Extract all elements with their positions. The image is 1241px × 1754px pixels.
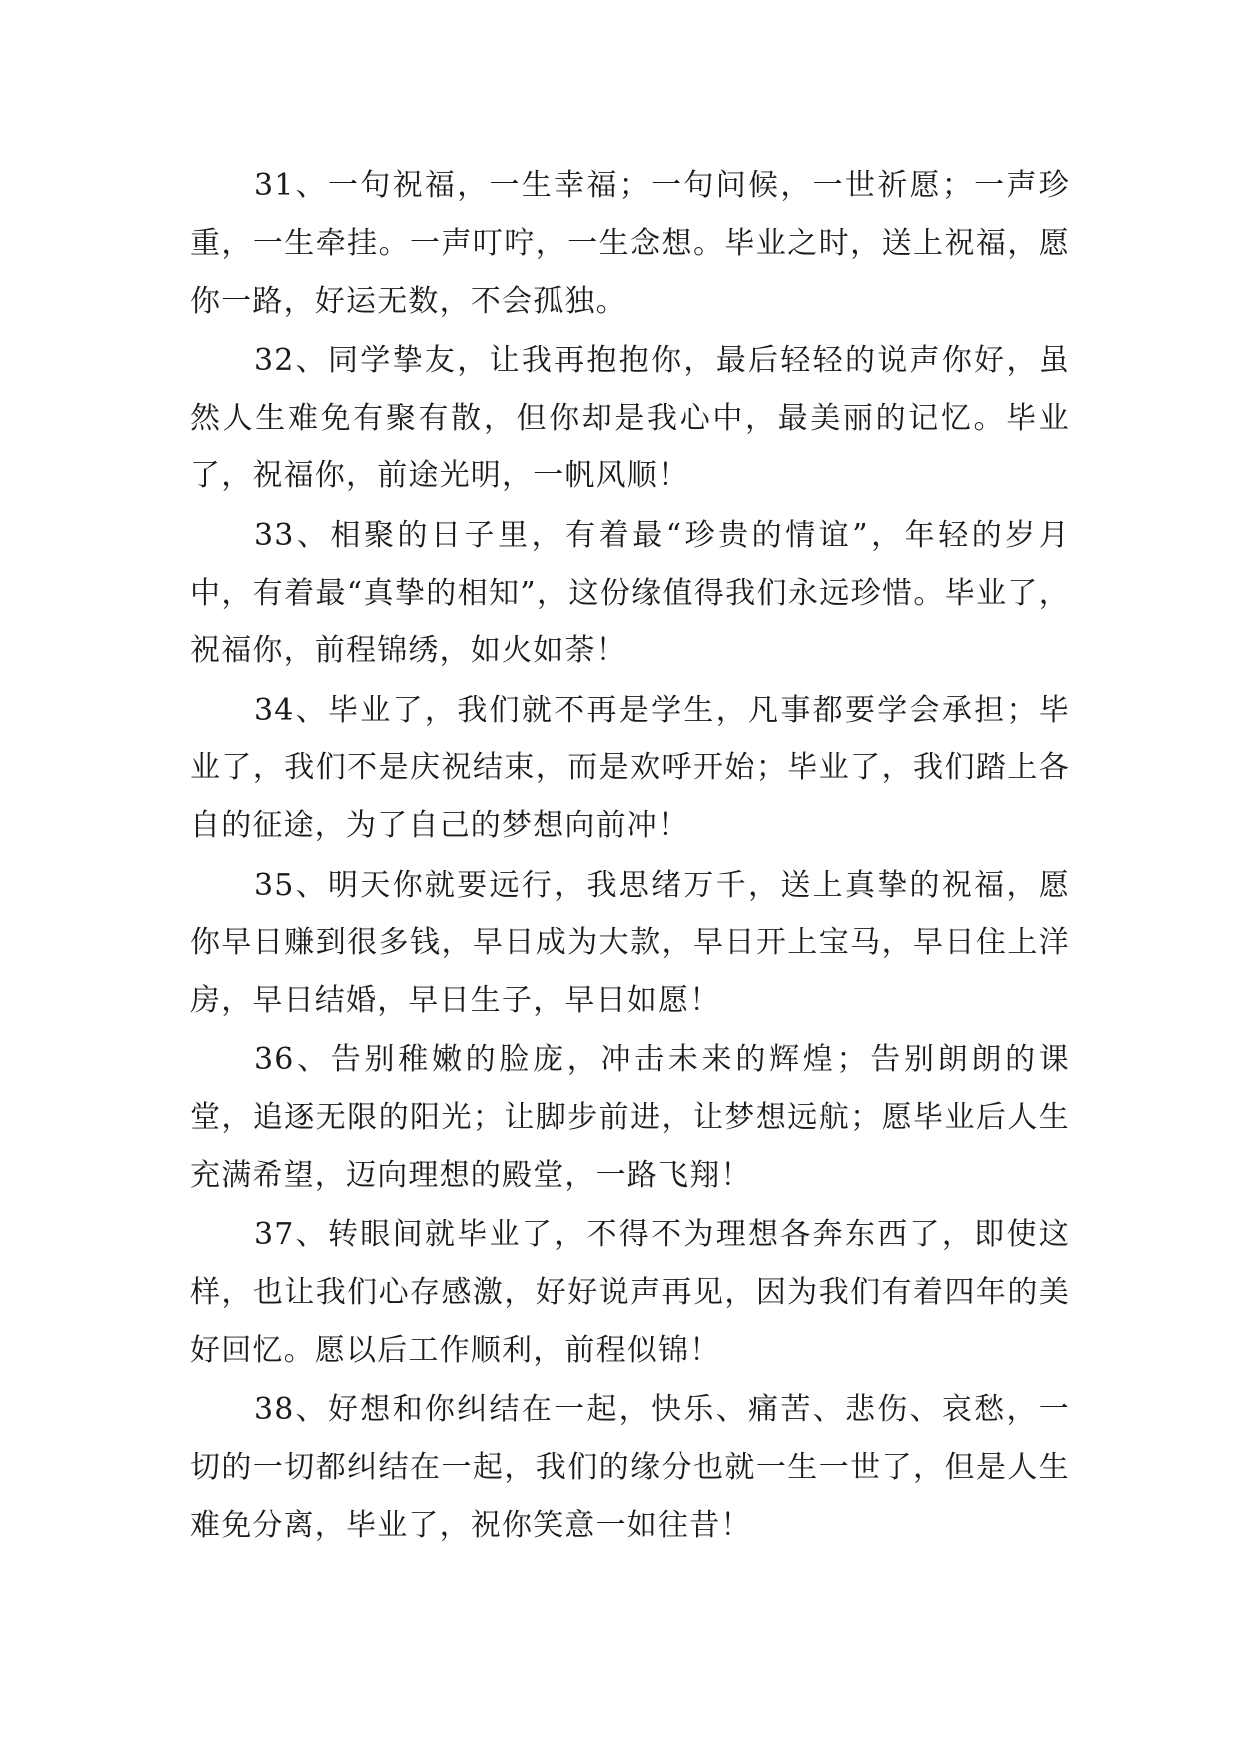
- document-body: [190, 157, 1070, 1556]
- paragraph-31: 31、一句祝福，一生幸福；一句问候，一世祈愿；一声珍重，一生牵挂。一声叮咛，一生念想。毕业之时，送上祝福，愿你一路，好运无数，不会孤独。: [190, 168, 1070, 319]
- paragraph-32: 32、同学挚友，让我再抱抱你，最后轻轻的说声你好，虽然人生难免有聚有散，但你却是我心中，最美丽的记忆。毕业了，祝福你，前途光明，一帆风顺！: [190, 342, 1070, 494]
- paragraph-36: 36、告别稚嫩的脸庞，冲击未来的辉煌；告别朗朗的课堂，追逐无限的阳光；让脚步前进，让梦想远航；愿毕业后人生充满希望，迈向理想的殿堂，一路飞翔！: [190, 1042, 1070, 1194]
- paragraph-34: 34、毕业了，我们就不再是学生，凡事都要学会承担；毕业了，我们不是庆祝结束，而是欢呼开始；毕业了，我们踏上各自的征途，为了自己的梦想向前冲！: [190, 692, 1070, 844]
- paragraph-35: 35、明天你就要远行，我思绪万千，送上真挚的祝福，愿你早日赚到很多钱，早日成为大款，早日开上宝马，早日住上洋房，早日结婚，早日生子，早日如愿！: [190, 867, 1070, 1019]
- paragraph-38: 38、好想和你纠结在一起，快乐、痛苦、悲伤、哀愁，一切的一切都纠结在一起，我们的缘分也就一生一世了，但是人生难免分离，毕业了，祝你笑意一如往昔！: [190, 1392, 1070, 1543]
- paragraph-37: 37、转眼间就毕业了，不得不为理想各奔东西了，即使这样，也让我们心存感激，好好说声再见，因为我们有着四年的美好回忆。愿以后工作顺利，前程似锦！: [190, 1217, 1070, 1368]
- paragraph-33: 33、相聚的日子里，有着最“珍贵的情谊”，年轻的岁月中，有着最“真挚的相知”，这份缘值得我们永远珍惜。毕业了，祝福你，前程锦绣，如火如荼！: [190, 517, 1071, 669]
